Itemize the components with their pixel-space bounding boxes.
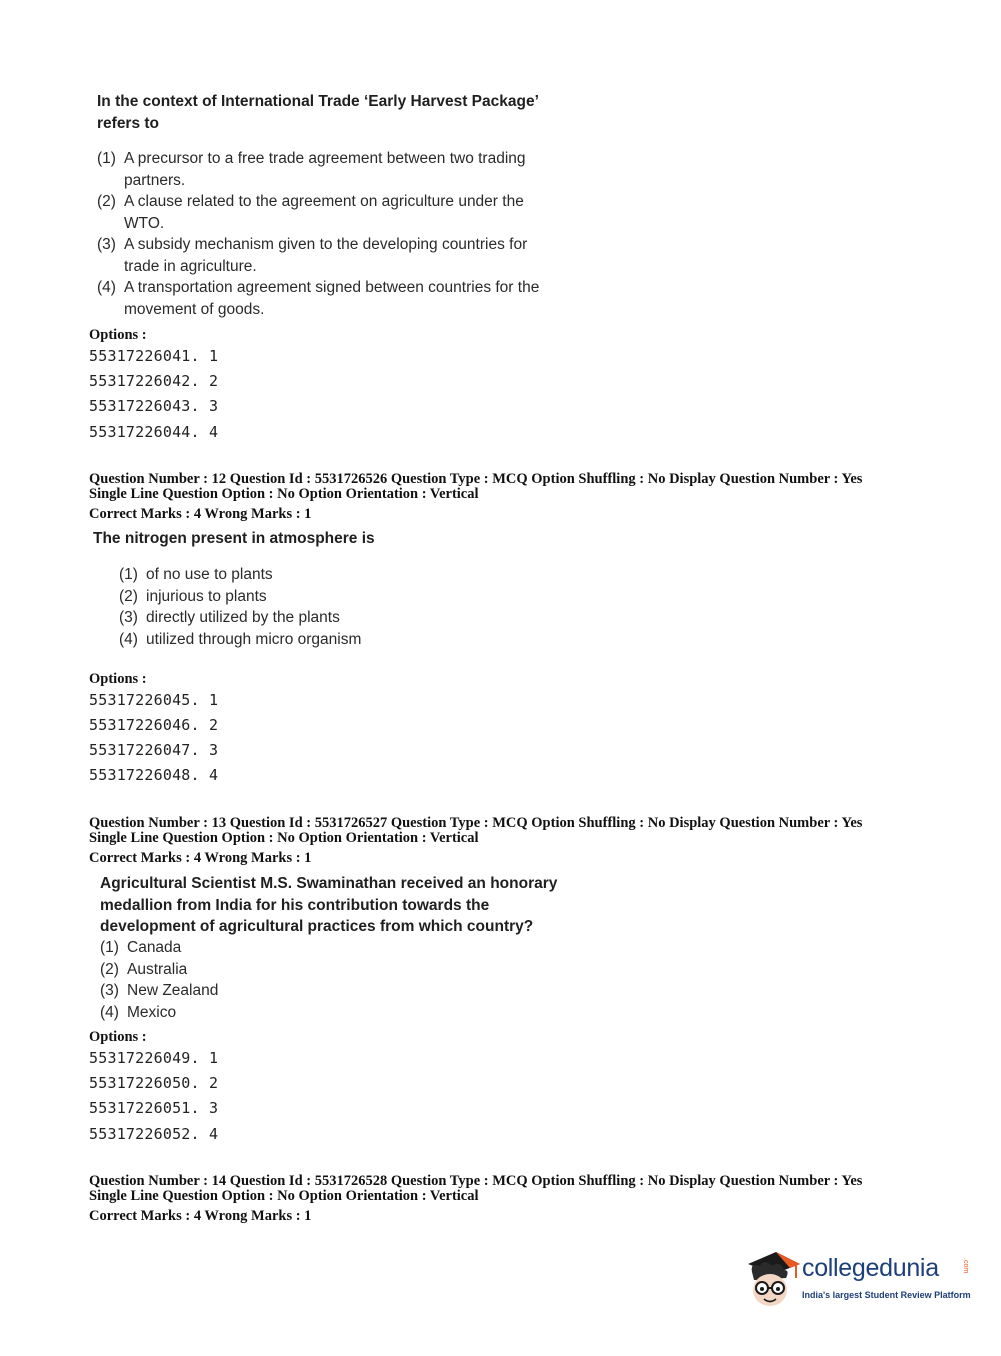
option-number: (2) bbox=[97, 193, 116, 210]
option-number: (1) bbox=[97, 150, 116, 167]
options-label: Options : bbox=[89, 327, 147, 343]
question-12-meta-line2: Single Line Question Option : No Option Orientation : Vertical bbox=[89, 486, 479, 502]
option-number: (1) bbox=[100, 939, 119, 956]
option-number: (4) bbox=[97, 279, 116, 296]
option-number: (4) bbox=[119, 630, 138, 648]
option-item bbox=[100, 980, 218, 1002]
option-number: (3) bbox=[97, 236, 116, 253]
option-text: A transportation agreement signed between countries for the bbox=[124, 279, 540, 296]
option-item bbox=[100, 1002, 218, 1024]
option-item bbox=[100, 937, 218, 959]
option-id: 55317226044. 4 bbox=[89, 423, 219, 441]
option-text-continuation: WTO. bbox=[124, 214, 165, 232]
stem-line: development of agricultural practices from which country? bbox=[100, 918, 534, 935]
stem-line: medallion from India for his contribution towards the bbox=[100, 896, 490, 914]
question-14-meta-line2: Single Line Question Option : No Option Orientation : Vertical bbox=[89, 1188, 479, 1204]
option-text: directly utilized by the plants bbox=[146, 609, 340, 626]
question-11-stem bbox=[97, 91, 539, 134]
option-text: Mexico bbox=[127, 1003, 177, 1021]
option-number: (1) bbox=[119, 566, 138, 583]
stem-line: refers to bbox=[97, 114, 160, 132]
stem-line: Agricultural Scientist M.S. Swaminathan received an honorary bbox=[100, 875, 558, 892]
option-item bbox=[97, 191, 539, 234]
options-label: Options : bbox=[89, 1029, 147, 1045]
question-13-meta-line2: Single Line Question Option : No Option Orientation : Vertical bbox=[89, 830, 479, 846]
option-text: Australia bbox=[127, 960, 188, 978]
option-text-continuation: trade in agriculture. bbox=[124, 257, 257, 275]
question-12-stem bbox=[93, 528, 375, 550]
option-id: 55317226042. 2 bbox=[89, 372, 219, 390]
stem-line: The nitrogen present in atmosphere is bbox=[93, 530, 375, 547]
option-item bbox=[119, 564, 361, 586]
option-id: 55317226046. 2 bbox=[89, 716, 219, 734]
option-text: A subsidy mechanism given to the developing countries for bbox=[124, 236, 528, 253]
option-text: A clause related to the agreement on agriculture under the bbox=[124, 193, 524, 210]
question-12-meta-line1: Question Number : 12 Question Id : 5531726526 Question Type : MCQ Option Shuffling : No Display Question Number : Yes bbox=[89, 471, 863, 487]
option-id: 55317226041. 1 bbox=[89, 347, 219, 365]
option-text: New Zealand bbox=[127, 982, 219, 999]
option-id: 55317226047. 3 bbox=[89, 741, 219, 759]
option-item bbox=[97, 277, 539, 320]
logo-tagline: India's largest Student Review Platform bbox=[802, 1290, 971, 1300]
option-text: Canada bbox=[127, 939, 182, 956]
logo-tld: .com bbox=[962, 1258, 969, 1274]
question-11-options bbox=[97, 148, 539, 320]
option-id: 55317226043. 3 bbox=[89, 397, 219, 415]
option-text: injurious to plants bbox=[146, 587, 267, 605]
question-13-meta-line1: Question Number : 13 Question Id : 5531726527 Question Type : MCQ Option Shuffling : No Display Question Number : Yes bbox=[89, 815, 863, 831]
option-item bbox=[119, 629, 361, 651]
question-12-options bbox=[119, 564, 361, 650]
option-text: of no use to plants bbox=[146, 566, 273, 583]
student-mascot-icon bbox=[740, 1248, 802, 1312]
option-item bbox=[100, 959, 218, 981]
question-13-marks: Correct Marks : 4 Wrong Marks : 1 bbox=[89, 850, 312, 866]
question-14-marks: Correct Marks : 4 Wrong Marks : 1 bbox=[89, 1208, 312, 1224]
option-id: 55317226045. 1 bbox=[89, 691, 219, 709]
option-text-continuation: partners. bbox=[124, 171, 186, 189]
question-13-options bbox=[100, 937, 218, 1023]
option-number: (4) bbox=[100, 1003, 119, 1021]
stem-line: In the context of International Trade ‘Early Harvest Package’ bbox=[97, 93, 539, 110]
option-number: (2) bbox=[100, 960, 119, 978]
option-item bbox=[119, 607, 361, 629]
option-id: 55317226049. 1 bbox=[89, 1049, 219, 1067]
question-14-meta-line1: Question Number : 14 Question Id : 5531726528 Question Type : MCQ Option Shuffling : No Display Question Number : Yes bbox=[89, 1173, 863, 1189]
option-number: (3) bbox=[100, 982, 119, 999]
option-id: 55317226051. 3 bbox=[89, 1099, 219, 1117]
options-label: Options : bbox=[89, 671, 147, 687]
option-text-continuation: movement of goods. bbox=[124, 300, 265, 318]
collegedunia-logo[interactable] bbox=[740, 1248, 970, 1312]
option-text: A precursor to a free trade agreement between two trading bbox=[124, 150, 526, 167]
option-id: 55317226052. 4 bbox=[89, 1125, 219, 1143]
option-id: 55317226050. 2 bbox=[89, 1074, 219, 1092]
option-number: (3) bbox=[119, 609, 138, 626]
logo-wordmark: collegedunia bbox=[802, 1254, 939, 1282]
question-12-marks: Correct Marks : 4 Wrong Marks : 1 bbox=[89, 506, 312, 522]
option-id: 55317226048. 4 bbox=[89, 766, 219, 784]
question-13-stem bbox=[100, 873, 557, 938]
option-number: (2) bbox=[119, 587, 138, 605]
option-text: utilized through micro organism bbox=[146, 630, 362, 648]
option-item bbox=[119, 586, 361, 608]
option-item bbox=[97, 234, 539, 277]
option-item bbox=[97, 148, 539, 191]
